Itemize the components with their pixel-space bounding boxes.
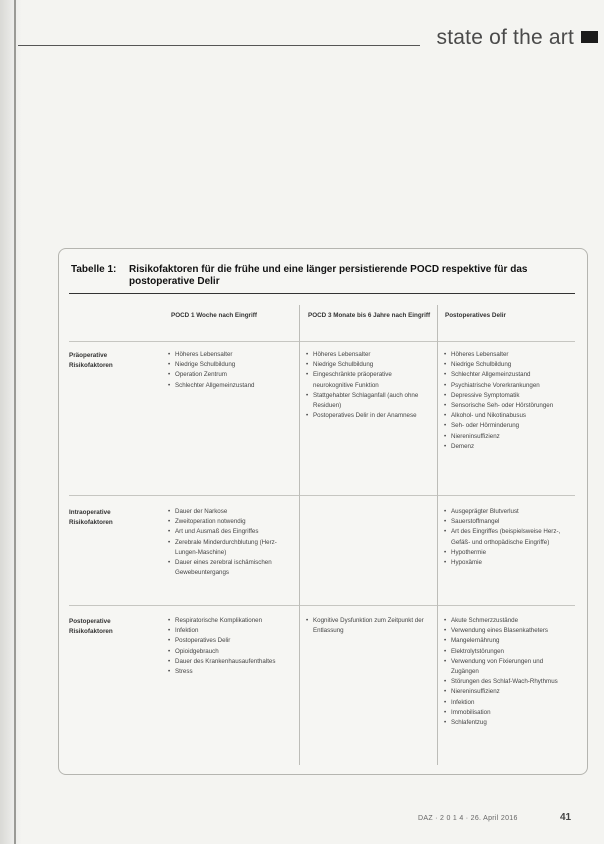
column-header-pocd-3-months: POCD 3 Monate bis 6 Jahre nach Eingriff <box>308 312 431 319</box>
list-item: • Demenz <box>443 442 568 452</box>
list-item: • Depressive Symptomatik <box>443 391 568 401</box>
caption-number: Tabelle 1: <box>71 264 117 275</box>
cell-post-postop-delir <box>443 616 568 728</box>
list-item: • Verwendung eines Blasenkatheters <box>443 626 568 636</box>
list-item: • Niedrige Schulbildung <box>305 360 430 370</box>
column-divider <box>299 305 300 765</box>
list-item: • Art und Ausmaß des Eingriffes <box>167 527 292 537</box>
header-rule <box>18 45 420 46</box>
list-item: • Hypothermie <box>443 548 568 558</box>
journal-footer: DAZ · 2 0 1 4 · 26. April 2016 <box>418 815 518 822</box>
column-header-pocd-1-week: POCD 1 Woche nach Eingriff <box>171 312 257 319</box>
column-header-postop-delir: Postoperatives Delir <box>445 312 506 319</box>
list-item: • Niedrige Schulbildung <box>443 360 568 370</box>
cell-intra-postop-delir <box>443 507 568 568</box>
list-item: • Seh- oder Hörminderung <box>443 421 568 431</box>
list-item: • Sensorische Seh- oder Hörstörungen <box>443 401 568 411</box>
list-item: • Immobilisation <box>443 708 568 718</box>
list-item: • Höheres Lebensalter <box>167 350 292 360</box>
section-title: state of the art <box>436 26 574 49</box>
caption-title: Risikofaktoren für die frühe und eine länger persistierende POCD respektive für das postoperative Delir <box>129 264 528 287</box>
cell-pre-postop-delir <box>443 350 568 452</box>
list-item: • Dauer des Krankenhausaufenthaltes <box>167 657 292 667</box>
list-item: • Stress <box>167 667 292 677</box>
list-item: • Störungen des Schlaf-Wach-Rhythmus <box>443 677 568 687</box>
list-item: • Ausgeprägter Blutverlust <box>443 507 568 517</box>
table-caption <box>71 264 571 288</box>
list-item: • Postoperatives Delir <box>167 636 292 646</box>
list-item: • Art des Eingriffes (beispielsweise Herz-, Gefäß- und orthopädische Eingriffe) <box>443 527 568 547</box>
list-item: • Zerebrale Minderdurchblutung (Herz-Lungen-Maschine) <box>167 538 292 558</box>
list-item: • Niereninsuffizienz <box>443 432 568 442</box>
list-item: • Opioidgebrauch <box>167 647 292 657</box>
list-item: • Operation Zentrum <box>167 370 292 380</box>
cell-intra-pocd-1-week <box>167 507 292 578</box>
list-item: • Verwendung von Fixierungen und Zugängen <box>443 657 568 677</box>
list-item: • Postoperatives Delir in der Anamnese <box>305 411 430 421</box>
row-divider <box>69 341 575 342</box>
list-item: • Sauerstoffmangel <box>443 517 568 527</box>
list-item: • Höheres Lebensalter <box>305 350 430 360</box>
list-item: • Dauer der Narkose <box>167 507 292 517</box>
list-item: • Schlechter Allgemeinzustand <box>443 370 568 380</box>
row-label-postoperative: Postoperative Risikofaktoren <box>69 618 113 635</box>
row-label-preoperative: Präoperative Risikofaktoren <box>69 352 113 369</box>
cell-pre-pocd-3-months <box>305 350 430 421</box>
margin-rule <box>14 0 16 844</box>
row-label-intraoperative: Intraoperative Risikofaktoren <box>69 509 113 526</box>
page-number: 41 <box>560 812 572 823</box>
list-item: • Mangelernährung <box>443 636 568 646</box>
cell-post-pocd-3-months <box>305 616 430 636</box>
column-divider <box>437 305 438 765</box>
row-divider <box>69 495 575 496</box>
caption-rule <box>69 293 575 294</box>
list-item: • Respiratorische Komplikationen <box>167 616 292 626</box>
list-item: • Stattgehabter Schlaganfall (auch ohne Residuen) <box>305 391 430 411</box>
list-item: • Kognitive Dysfunktion zum Zeitpunkt der Entlassung <box>305 616 430 636</box>
list-item: • Zweitoperation notwendig <box>167 517 292 527</box>
list-item: • Schlechter Allgemeinzustand <box>167 381 292 391</box>
list-item: • Schlafentzug <box>443 718 568 728</box>
list-item: • Elektrolytstörungen <box>443 647 568 657</box>
list-item: • Akute Schmerzzustände <box>443 616 568 626</box>
list-item: • Niereninsuffizienz <box>443 687 568 697</box>
list-item: • Niedrige Schulbildung <box>167 360 292 370</box>
list-item: • Alkohol- und Nikotinabusus <box>443 411 568 421</box>
risk-factor-table <box>58 248 588 775</box>
list-item: • Hypoxämie <box>443 558 568 568</box>
scan-edge <box>0 0 22 844</box>
section-marker <box>581 31 598 43</box>
list-item: • Psychiatrische Vorerkrankungen <box>443 381 568 391</box>
list-item: • Dauer eines zerebral ischämischen Gewebeuntergangs <box>167 558 292 578</box>
list-item: • Eingeschränkte präoperative neurokognitive Funktion <box>305 370 430 390</box>
cell-pre-pocd-1-week <box>167 350 292 391</box>
list-item: • Infektion <box>167 626 292 636</box>
cell-post-pocd-1-week <box>167 616 292 677</box>
list-item: • Infektion <box>443 698 568 708</box>
list-item: • Höheres Lebensalter <box>443 350 568 360</box>
row-divider <box>69 605 575 606</box>
